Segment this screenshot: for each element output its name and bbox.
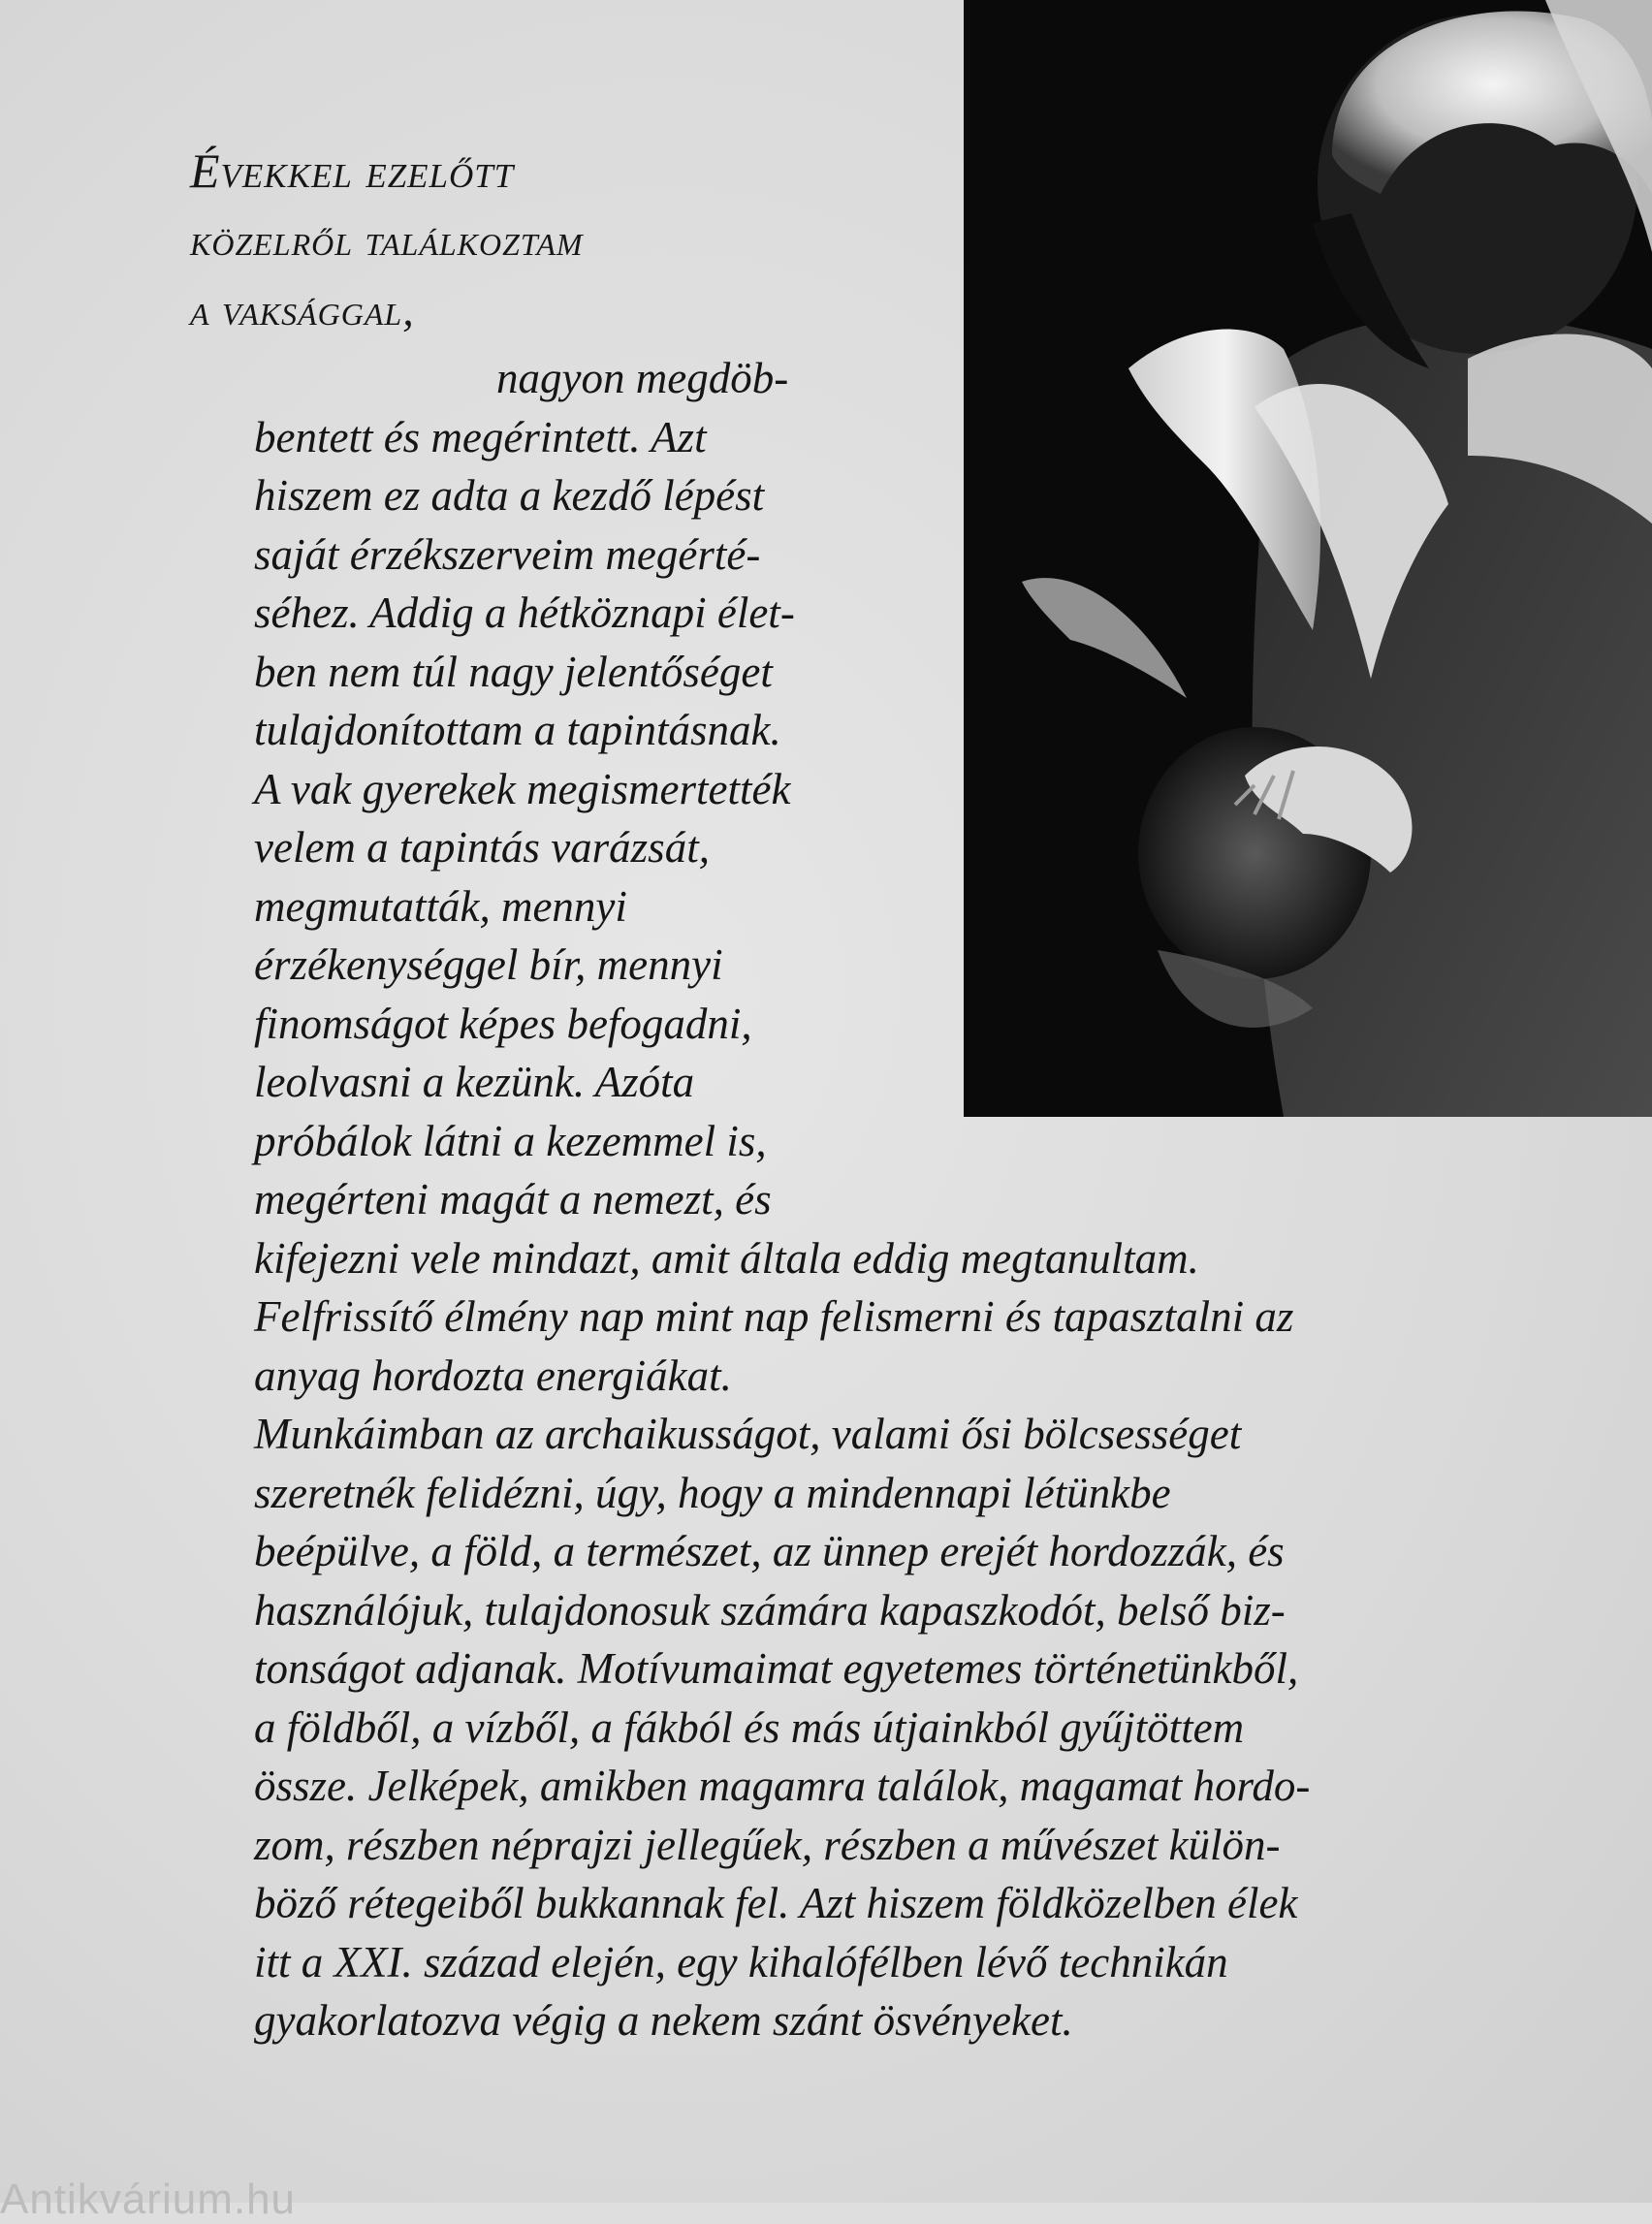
body-line: saját érzékszerveim megérté- — [254, 529, 761, 579]
page-heading — [190, 136, 584, 345]
body-line: megérteni magát a nemezt, és — [254, 1175, 772, 1223]
body-line: böző rétegeiből bukkannak fel. Azt hiszem földközelben élek — [254, 1879, 1298, 1927]
body-line: szeretnék felidézni, úgy, hogy a mindennapi létünkbe — [254, 1468, 1171, 1517]
body-line: érzékenységgel bír, mennyi — [254, 940, 723, 989]
heading-line-1: Évekkel ezelőtt — [190, 143, 515, 198]
body-line: bentett és megérintett. Azt — [254, 412, 707, 461]
body-line: Munkáimban az archaikusságot, valami ősi bölcsességet — [254, 1410, 1242, 1458]
body-line: leolvasni a kezünk. Azóta — [254, 1058, 695, 1106]
body-line: anyag hordozta energiákat. — [254, 1350, 732, 1400]
body-line: tonságot adjanak. Motívumaimat egyetemes történetünkből, — [254, 1644, 1299, 1693]
body-line: itt a XXI. század elején, egy kihalófélben lévő technikán — [254, 1937, 1228, 1986]
body-line: ben nem túl nagy jelentőséget — [254, 647, 773, 696]
body-line: össze. Jelképek, amikben magamra találok, magamat hordo- — [254, 1762, 1311, 1810]
body-line: próbálok látni a kezemmel is, — [254, 1116, 767, 1165]
photo-child-touching-felt-icon — [964, 0, 1652, 1117]
body-line: gyakorlatozva végig a nekem szánt ösvényeket. — [254, 1996, 1073, 2045]
body-line: megmutatták, mennyi — [254, 881, 627, 931]
body-line: tulajdonítottam a tapintásnak. — [254, 706, 781, 754]
body-line: nagyon megdöb- — [496, 354, 789, 402]
body-line: használójuk, tulajdonosuk számára kapaszkodót, belső biz- — [254, 1585, 1286, 1635]
body-line: Felfrissítő élmény nap mint nap felismerni és tapasztalni az — [254, 1292, 1294, 1341]
watermark: Antikvárium.hu — [0, 2176, 297, 2223]
heading-line-3: a vaksággal, — [190, 285, 415, 334]
body-line: kifejezni vele mindazt, amit általa eddig megtanultam. — [254, 1233, 1199, 1283]
body-line: velem a tapintás varázsát, — [254, 823, 710, 872]
heading-line-2: közelről találkoztam — [190, 215, 584, 265]
body-line: zom, részben néprajzi jellegűek, részben a művészet külön- — [254, 1820, 1281, 1869]
body-line: a földből, a vízből, a fákból és más útjainkból gyűjtöttem — [254, 1702, 1245, 1752]
body-line: séhez. Addig a hétköznapi élet- — [254, 588, 795, 637]
body-line: finomságot képes befogadni, — [254, 999, 752, 1048]
body-line: beépülve, a föld, a természet, az ünnep erejét hordozzák, és — [254, 1527, 1285, 1575]
body-line: hiszem ez adta a kezdő lépést — [254, 471, 765, 520]
body-line: A vak gyerekek megismertették — [254, 764, 791, 813]
